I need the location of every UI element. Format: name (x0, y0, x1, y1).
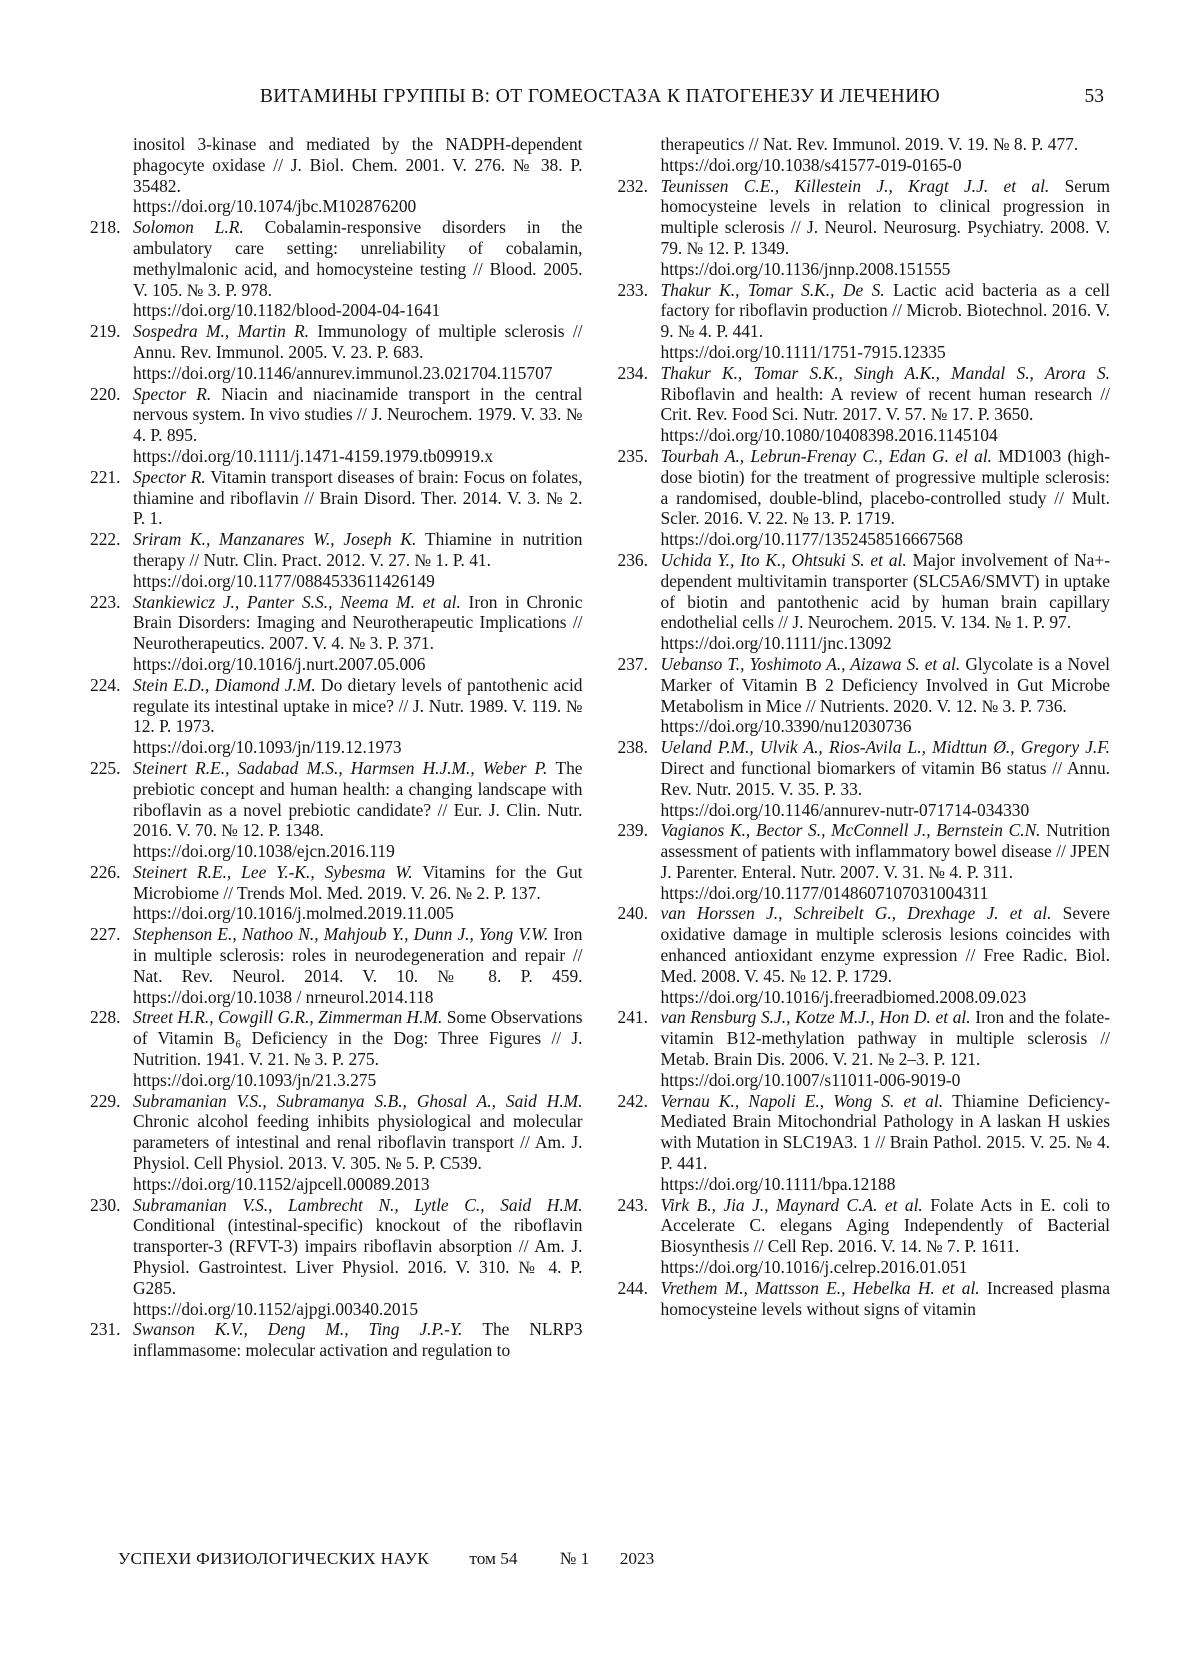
reference-text: Stein E.D., Diamond J.M. Do dietary levels of pantothenic acid regulate its intestinal uptake in mice? // J. Nutr. 1989. V. 119. № 12. P. 1973. (133, 674, 583, 737)
reference-authors: Uchida Y., Ito K., Ohtsuki S. et al. (660, 549, 913, 570)
reference-doi: https://doi.org/10.1146/annurev-nutr-071714-034330 (660, 799, 1030, 820)
reference-text: Uchida Y., Ito K., Ohtsuki S. et al. Major involvement of Na+-dependent multivitamin transporter (SLC5A6/SMVT) in uptake of biotin and pantothenic acid by human brain capillary endothelial cells // J. Neurochem. 2015. V. 134. № 1. P. 97. (660, 549, 1110, 633)
reference-authors: Uebanso T., Yoshimoto A., Aizawa S. et al. (660, 653, 966, 674)
reference-doi: https://doi.org/10.1111/bpa.12188 (660, 1173, 896, 1194)
footer-year: 2023 (619, 1549, 655, 1568)
reference-text: Stankiewicz J., Panter S.S., Neema M. et al. Iron in Chronic Brain Disorders: Imaging and Neurotherapeutic Implications // Neurotherapeutics. 2007. V. 4. № 3. P. 371. (133, 591, 583, 654)
reference-authors: Solomon L.R. (133, 217, 265, 238)
reference-text: Stephenson E., Nathoo N., Mahjoub Y., Dunn J., Yong V.W. Iron in multiple sclerosis: roles in neurodegeneration and repair // Nat. Rev. Neurol. 2014. V. 10. № 8. P. 459. https://doi.org/10.1038 / nrneurol.2014.118 (133, 924, 583, 1007)
reference-item (90, 1091, 583, 1195)
reference-text: Solomon L.R. Cobalamin-responsive disorders in the ambulatory care setting: unreliability of cobalamin, methylmalonic acid, and homocysteine testing // Blood. 2005. V. 105. № 3. P. 978. (133, 217, 583, 300)
reference-text: Subramanian V.S., Subramanya S.B., Ghosal A., Said H.M. Chronic alcohol feeding inhibits physiological and molecular parameters of intestinal and renal riboflavin transport // Am. J. Physiol. Cell Physiol. 2013. V. 305. № 5. P. C539. (133, 1090, 583, 1174)
reference-item (90, 321, 583, 383)
reference-authors: Ueland P.M., Ulvik A., Rios-Avila L., Midttun Ø., Gregory J.F. (660, 737, 1110, 758)
reference-number: 229. (90, 1090, 121, 1111)
reference-authors: Thakur K., Tomar S.K., De S. (660, 279, 894, 300)
reference-authors: Tourbah A., Lebrun-Frenay C., Edan G. el al. (660, 445, 999, 466)
reference-text: Uebanso T., Yoshimoto A., Aizawa S. et al. Glycolate is a Novel Marker of Vitamin B 2 Deficiency Involved in Gut Microbe Metabolism in Mice // Nutrients. 2020. V. 12. № 3. P. 736. (660, 653, 1110, 716)
reference-number: 228. (90, 1007, 121, 1028)
reference-doi: https://doi.org/10.1152/ajpcell.00089.2013 (133, 1173, 430, 1194)
reference-authors: Teunissen C.E., Killestein J., Kragt J.J. et al. (660, 175, 1065, 196)
reference-authors: Steinert R.E., Sadabad M.S., Harmsen H.J.M., Weber P. (133, 757, 556, 778)
reference-number: 224. (90, 674, 121, 695)
reference-item (618, 363, 1111, 446)
reference-number: 243. (617, 1194, 648, 1215)
reference-authors: Spector R. (133, 383, 222, 404)
reference-authors: Spector R. (133, 466, 211, 487)
reference-doi: https://doi.org/10.1146/annurev.immunol.23.021704.115707 (133, 362, 553, 383)
reference-authors: Steinert R.E., Lee Y.-K., Sybesma W. (133, 861, 423, 882)
reference-item (618, 903, 1111, 1007)
reference-text: Sospedra M., Martin R. Immunology of multiple sclerosis // Annu. Rev. Immunol. 2005. V. 23. P. 683. (133, 321, 583, 362)
reference-text: Swanson K.V., Deng M., Ting J.P.-Y. The NLRP3 inflammasome: molecular activation and regulation to (133, 1319, 583, 1361)
page-title: ВИТАМИНЫ ГРУППЫ B: ОТ ГОМЕОСТАЗА К ПАТОГЕНЕЗУ И ЛЕЧЕНИЮ (259, 86, 941, 107)
reference-doi: https://doi.org/10.1111/jnc.13092 (660, 633, 892, 654)
reference-text: Vrethem M., Mattsson E., Hebelka H. et al. Increased plasma homocysteine levels without signs of vitamin (660, 1277, 1110, 1319)
reference-number: 220. (90, 383, 121, 404)
reference-number: 226. (90, 861, 121, 882)
reference-number: 240. (617, 903, 648, 924)
reference-item (90, 924, 583, 1007)
reference-item (618, 1007, 1111, 1090)
reference-item (90, 675, 583, 758)
reference-authors: Subramanian V.S., Subramanya S.B., Ghosal A., Said H.M. (133, 1090, 583, 1111)
reference-doi: https://doi.org/10.1016/j.celrep.2016.01.051 (660, 1257, 968, 1278)
reference-doi: https://doi.org/10.1074/jbc.M102876200 (133, 196, 417, 217)
reference-doi: https://doi.org/10.1016/j.nurt.2007.05.006 (133, 653, 426, 674)
references-column-right (618, 134, 1111, 1361)
reference-text: Virk B., Jia J., Maynard C.A. et al. Folate Acts in E. coli to Accelerate C. elegans Aging Independently of Bacterial Biosynthesis // Cell Rep. 2016. V. 14. № 7. P. 1611. (660, 1194, 1110, 1257)
reference-text: Tourbah A., Lebrun-Frenay C., Edan G. el al. MD1003 (high-dose biotin) for the treatment of progressive multiple sclerosis: a randomised, double-blind, placebo-controlled study // Mult. Scler. 2016. V. 22. № 13. P. 1719. (660, 445, 1110, 529)
reference-doi: https://doi.org/10.1111/j.1471-4159.1979.tb09919.x (133, 445, 494, 466)
reference-text: Spector R. Niacin and niacinamide transport in the central nervous system. In vivo studies // J. Neurochem. 1979. V. 33. № 4. P. 895. (133, 383, 583, 446)
reference-number: 218. (90, 217, 121, 238)
reference-text: Thakur K., Tomar S.K., Singh A.K., Mandal S., Arora S. Riboflavin and health: A review of recent human research // Crit. Rev. Food Sci. Nutr. 2017. V. 57. № 17. P. 3650. (660, 362, 1110, 425)
reference-item (90, 1007, 583, 1090)
reference-text: Spector R. Vitamin transport diseases of brain: Focus on folates, thiamine and riboflavin // Brain Disord. Ther. 2014. V. 3. № 2. P. 1. (133, 466, 583, 529)
reference-number: 232. (617, 175, 648, 196)
reference-item (618, 280, 1111, 363)
reference-doi: https://doi.org/10.1152/ajpgi.00340.2015 (133, 1298, 419, 1319)
reference-item (618, 550, 1111, 654)
references-list (90, 134, 1110, 1361)
footer-journal-name: УСПЕХИ ФИЗИОЛОГИЧЕСКИХ НАУК (118, 1549, 430, 1568)
reference-item (90, 217, 583, 321)
reference-authors: Street H.R., Cowgill G.R., Zimmerman H.M. (133, 1007, 447, 1028)
reference-doi: https://doi.org/10.1007/s11011-006-9019-0 (660, 1069, 961, 1090)
reference-authors: Vrethem M., Mattsson E., Hebelka H. et al. (660, 1277, 987, 1298)
reference-number: 237. (617, 653, 648, 674)
reference-number: 233. (617, 279, 648, 300)
reference-doi: https://doi.org/10.1111/1751-7915.12335 (660, 341, 946, 362)
footer-volume: том 54 (469, 1549, 518, 1568)
reference-item (618, 176, 1111, 280)
reference-text: Thakur K., Tomar S.K., De S. Lactic acid bacteria as a cell factory for riboflavin production // Microb. Biotechnol. 2016. V. 9. № 4. P. 441. (660, 279, 1110, 342)
reference-number: 227. (90, 924, 121, 945)
reference-authors: Swanson K.V., Deng M., Ting J.P.-Y. (133, 1319, 483, 1340)
reference-doi: https://doi.org/10.1177/1352458516667568 (660, 529, 963, 550)
reference-authors: Sospedra M., Martin R. (133, 321, 318, 342)
reference-authors: van Horssen J., Schreibelt G., Drexhage J. et al. (660, 903, 1063, 924)
reference-number: 231. (90, 1319, 121, 1340)
reference-doi: https://doi.org/10.1080/10408398.2016.1145104 (660, 425, 998, 446)
reference-item (90, 529, 583, 591)
reference-number: 222. (90, 529, 121, 550)
reference-doi: https://doi.org/10.1182/blood-2004-04-1641 (133, 300, 441, 321)
reference-item (90, 592, 583, 675)
reference-authors: Sriram K., Manzanares W., Joseph K. (133, 529, 426, 550)
reference-doi: https://doi.org/10.1038/ejcn.2016.119 (133, 841, 395, 862)
reference-text: Steinert R.E., Lee Y.-K., Sybesma W. Vitamins for the Gut Microbiome // Trends Mol. Med. 2019. V. 26. № 2. P. 137. (133, 861, 583, 903)
running-head (90, 86, 1110, 112)
reference-doi: https://doi.org/10.1093/jn/119.12.1973 (133, 737, 402, 758)
reference-doi: https://doi.org/10.3390/nu12030736 (660, 716, 912, 737)
reference-text: Vagianos K., Bector S., McConnell J., Bernstein C.N. Nutrition assessment of patients with inflammatory bowel disease // JPEN J. Parenter. Enteral. Nutr. 2007. V. 31. № 4. P. 311. (660, 820, 1110, 882)
reference-authors: van Rensburg S.J., Kotze M.J., Hon D. et al. (660, 1007, 976, 1028)
reference-number: 221. (90, 466, 121, 487)
reference-text: Steinert R.E., Sadabad M.S., Harmsen H.J.M., Weber P. The prebiotic concept and human health: a changing landscape with riboflavin as a novel prebiotic candidate? // Eur. J. Clin. Nutr. 2016. V. 70. № 12. P. 1348. (133, 757, 583, 841)
reference-number: 230. (90, 1194, 121, 1215)
reference-item (90, 384, 583, 467)
reference-item (618, 134, 1111, 176)
reference-text: therapeutics // Nat. Rev. Immunol. 2019. V. 19. № 8. P. 477. (660, 134, 1079, 154)
reference-doi: https://doi.org/10.1177/0884533611426149 (133, 570, 435, 591)
reference-number: 223. (90, 591, 121, 612)
reference-item (618, 737, 1111, 820)
reference-text: van Horssen J., Schreibelt G., Drexhage J. et al. Severe oxidative damage in multiple sclerosis lesions coincides with enhanced antioxidant enzyme expression // Free Radic. Biol. Med. 2008. V. 45. № 12. P. 1729. (660, 903, 1110, 986)
reference-item (90, 467, 583, 529)
reference-text: Vernau K., Napoli E., Wong S. et al. Thiamine Deficiency-Mediated Brain Mitochondrial Pathology in A laskan H uskies with Mutation in SLC19A3. 1 // Brain Pathol. 2015. V. 25. № 4. P. 441. (660, 1090, 1111, 1174)
references-column-left (90, 134, 583, 1361)
reference-item (618, 1195, 1111, 1278)
reference-number: 234. (617, 362, 648, 383)
reference-item (90, 862, 583, 924)
reference-text: Teunissen C.E., Killestein J., Kragt J.J. et al. Serum homocysteine levels in relation to clinical progression in multiple sclerosis // J. Neurol. Neurosurg. Psychiatry. 2008. V. 79. № 12. P. 1349. (660, 175, 1110, 258)
reference-number: 238. (617, 737, 648, 758)
reference-doi: https://doi.org/10.1177/0148607107031004311 (660, 882, 989, 903)
reference-doi: https://doi.org/10.1136/jnnp.2008.151555 (660, 258, 951, 279)
reference-item (618, 1278, 1111, 1320)
reference-number: 235. (617, 445, 648, 466)
footer-issue: № 1 (559, 1549, 590, 1568)
reference-authors: Thakur K., Tomar S.K., Singh A.K., Mandal S., Arora S. (660, 362, 1110, 383)
reference-number: 239. (617, 820, 648, 841)
reference-item (90, 1319, 583, 1361)
reference-item (90, 134, 583, 217)
reference-number: 242. (617, 1090, 648, 1111)
reference-authors: Stephenson E., Nathoo N., Mahjoub Y., Dunn J., Yong V.W. (133, 924, 554, 945)
reference-item (618, 654, 1111, 737)
reference-authors: Virk B., Jia J., Maynard C.A. et al. (660, 1194, 931, 1215)
reference-text: Sriram K., Manzanares W., Joseph K. Thiamine in nutrition therapy // Nutr. Clin. Pract. 2012. V. 27. № 1. P. 41. (133, 529, 583, 570)
reference-number: 219. (90, 321, 121, 342)
reference-authors: Subramanian V.S., Lambrecht N., Lytle C., Said H.M. (133, 1194, 583, 1215)
reference-authors: Stankiewicz J., Panter S.S., Neema M. et al. (133, 591, 469, 612)
reference-text: Street H.R., Cowgill G.R., Zimmerman H.M. Some Observations of Vitamin B₆ Deficiency in the Dog: Three Figures // J. Nutrition. 1941. V. 21. № 3. P. 275. (133, 1007, 583, 1070)
reference-number: 236. (617, 549, 648, 570)
reference-text: Subramanian V.S., Lambrecht N., Lytle C., Said H.M. Conditional (intestinal-specific) knockout of the riboflavin transporter-3 (RFVT-3) impairs riboflavin absorption // Am. J. Physiol. Gastrointest. Liver Physiol. 2016. V. 310. № 4. P. G285. (133, 1194, 583, 1298)
reference-number: 225. (90, 757, 121, 778)
reference-text: van Rensburg S.J., Kotze M.J., Hon D. et al. Iron and the folate-vitamin B12-methylation pathway in multiple sclerosis // Metab. Brain Dis. 2006. V. 21. № 2–3. P. 121. (660, 1007, 1111, 1070)
reference-item (618, 1091, 1111, 1195)
reference-text: inositol 3-kinase and mediated by the NADPH-dependent phagocyte oxidase // J. Biol. Chem. 2001. V. 276. № 38. P. 35482. (133, 134, 583, 196)
reference-number: 244. (617, 1277, 648, 1298)
reference-item (618, 446, 1111, 550)
reference-doi: https://doi.org/10.1038/s41577-019-0165-0 (660, 154, 962, 175)
footer (118, 1549, 654, 1569)
page-number: 53 (1084, 86, 1104, 107)
reference-doi: https://doi.org/10.1016/j.molmed.2019.11.005 (133, 903, 454, 924)
reference-authors: Vernau K., Napoli E., Wong S. et al. (660, 1090, 953, 1111)
reference-authors: Stein E.D., Diamond J.M. (133, 674, 322, 695)
reference-item (90, 758, 583, 862)
reference-doi: https://doi.org/10.1093/jn/21.3.275 (133, 1069, 377, 1090)
reference-item (618, 820, 1111, 903)
reference-doi: https://doi.org/10.1016/j.freeradbiomed.2008.09.023 (660, 986, 1027, 1007)
reference-text: Ueland P.M., Ulvik A., Rios-Avila L., Midttun Ø., Gregory J.F. Direct and functional biomarkers of vitamin B6 status // Annu. Rev. Nutr. 2015. V. 35. P. 33. (660, 737, 1110, 799)
reference-item (90, 1195, 583, 1320)
reference-number: 241. (617, 1007, 648, 1028)
reference-authors: Vagianos K., Bector S., McConnell J., Bernstein C.N. (660, 820, 1047, 841)
